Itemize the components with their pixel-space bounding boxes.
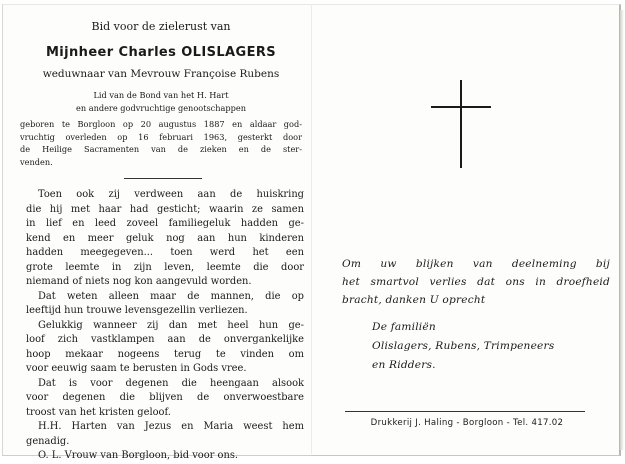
deceased-name: Mijnheer Charles OLISLAGERS	[45, 45, 277, 60]
bio-line: de Heilige Sacramenten van de zieken en de ster-	[20, 144, 302, 155]
thanks-line: het smartvol verlies dat ons in droefheid	[342, 276, 610, 288]
signature-line: Olislagers, Rubens, Trimpeneers	[372, 340, 555, 352]
cross-icon-bar	[431, 106, 491, 108]
text-line: Dat weten alleen maar de mannen, die op	[38, 290, 304, 302]
text-line: voor eeuwig saam te berusten in Gods vree.	[26, 363, 247, 374]
printer-rule	[345, 411, 585, 412]
divider-rule	[124, 178, 202, 179]
text-line: Gelukkig wanneer zij dan met heel hun ge-	[38, 319, 304, 331]
text-line: niemand of niets nog kon aangevuld worden.	[26, 276, 252, 287]
text-line: hadden meegegeven... toen werd het een	[26, 247, 304, 258]
membership-line-1: Lid van de Bond van het H. Hart	[93, 90, 229, 100]
text-line: Dat is voor degenen die heengaan alsook	[38, 377, 304, 389]
text-line: hoop mekaar nogeens terug te vinden om	[26, 348, 304, 360]
text-line: leeftijd hun trouwe levensgezellin verliezen.	[26, 305, 248, 316]
text-line: loof zich vastklampen aan de onvergankelijke	[26, 334, 304, 345]
memorial-text	[26, 188, 304, 464]
thanks-line: bracht, danken U oprecht	[342, 294, 486, 306]
thanks-line: Om uw blijken van deelneming bij	[342, 258, 610, 270]
widower-line: weduwnaar van Mevrouw Françoise Rubens	[42, 68, 280, 80]
membership-line-2: en andere godvruchtige genootschappen	[75, 103, 247, 113]
text-line: voor degenen die blijven de onverwoestbare	[26, 392, 304, 403]
text-line: H.H. Harten van Jezus en Maria weest hem	[38, 421, 304, 432]
text-line: Toen ook zij verdween aan de huiskring	[38, 189, 304, 200]
edge-shadow	[620, 10, 624, 450]
printer-imprint: Drukkerij J. Haling - Borgloon - Tel. 417.02	[370, 418, 564, 428]
text-line: genadig.	[26, 435, 70, 447]
thanks-text	[342, 255, 610, 309]
bio-line: vruchtig overleden op 16 februari 1963, gesterkt door	[20, 131, 302, 142]
bio-line: geboren te Borgloon op 20 augustus 1887 en aldaar god-	[20, 119, 302, 129]
fold-line	[311, 4, 312, 454]
text-line: O. L. Vrouw van Borgloon, bid voor ons.	[38, 450, 239, 461]
right-panel	[311, 4, 621, 456]
bio-line: venden.	[20, 156, 53, 167]
cross-icon	[460, 80, 462, 168]
text-line: troost van het kristen geloof.	[26, 406, 171, 418]
biography	[20, 118, 302, 168]
family-signature	[372, 318, 592, 375]
text-line: kend en meer geluk nog aan hun kinderen	[26, 232, 304, 244]
intro-line: Bid voor de zielerust van	[91, 20, 231, 33]
text-line: grote leemte in zijn leven, leemte die door	[26, 261, 304, 273]
text-line: die hij met haar had gesticht; waarin ze samen	[26, 203, 304, 215]
signature-line: De familiën	[372, 321, 436, 333]
signature-line: en Ridders.	[372, 359, 436, 371]
text-line: in lief en leed zoveel familiegeluk hadden ge-	[26, 218, 304, 229]
